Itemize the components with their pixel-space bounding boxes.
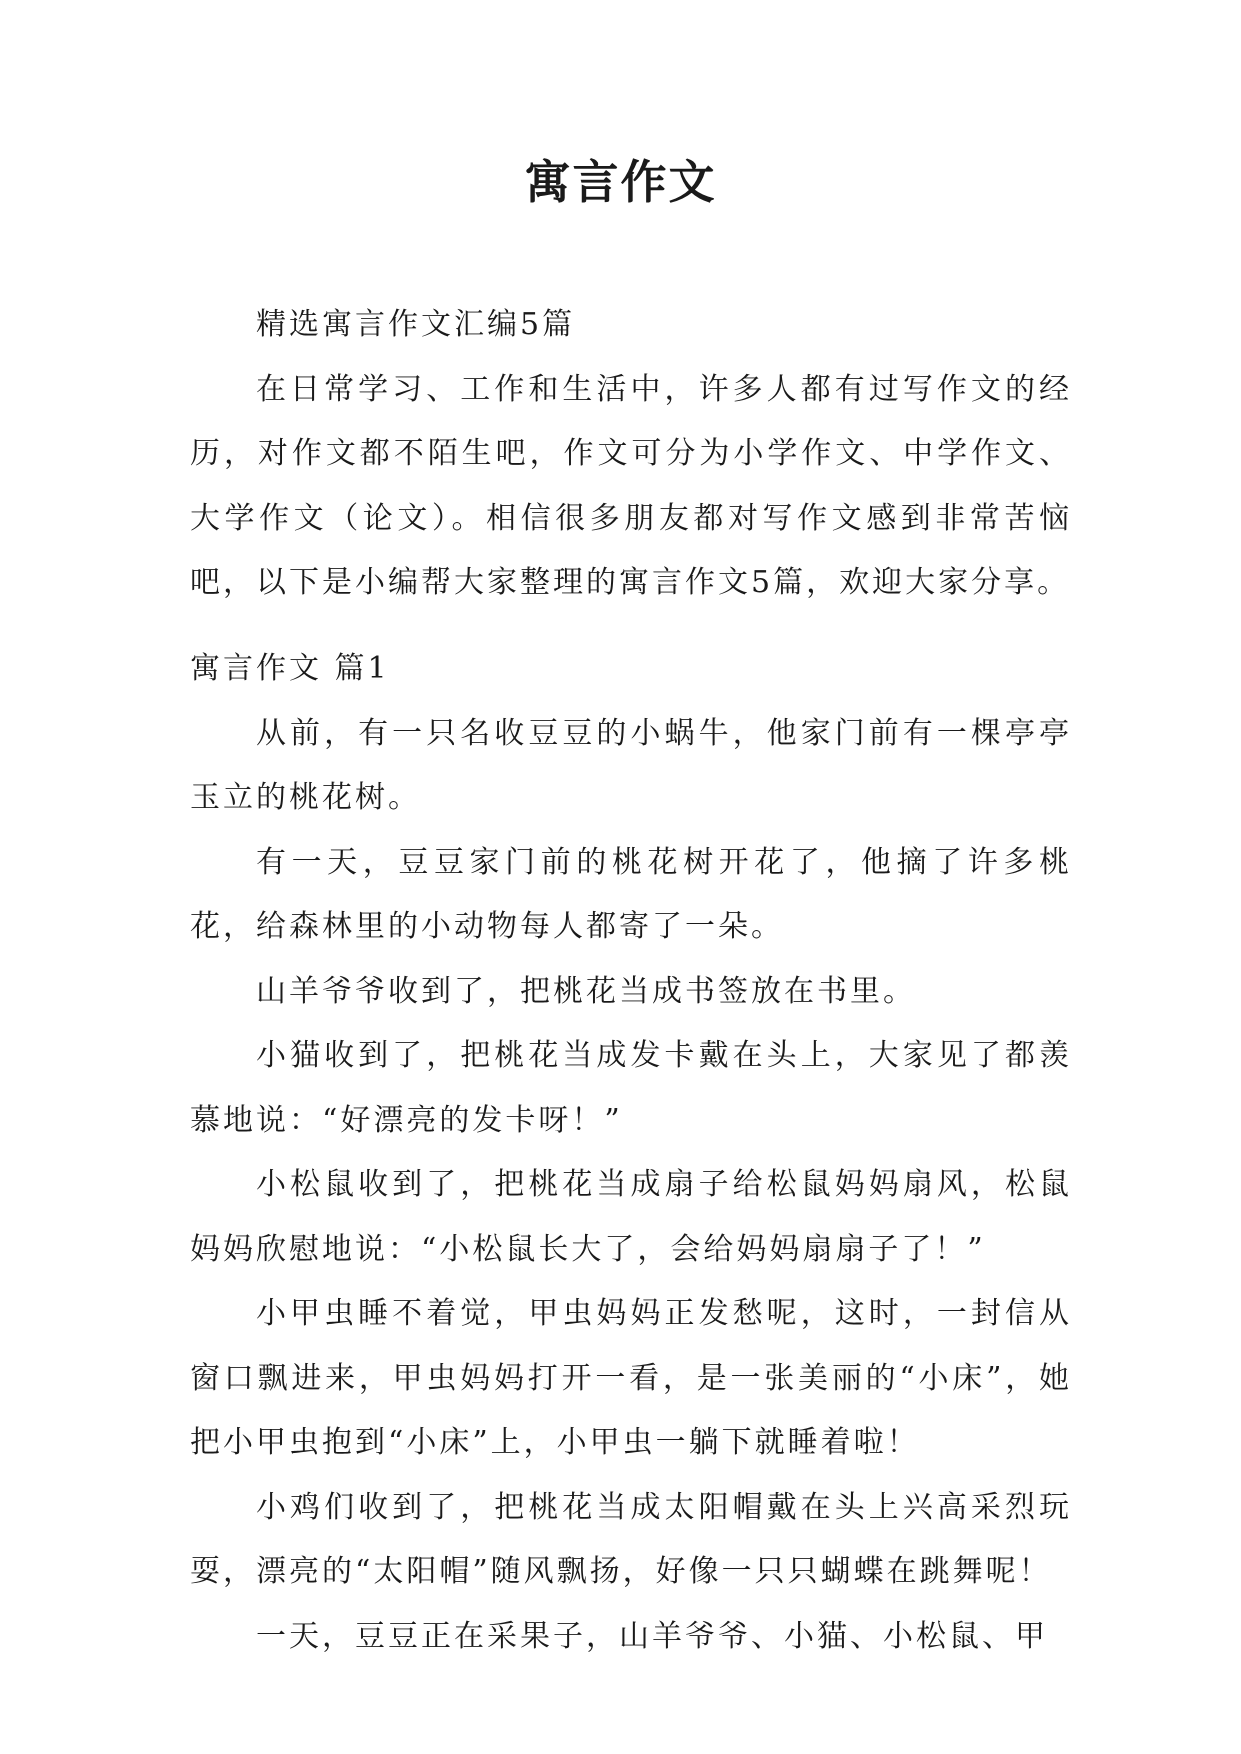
paragraph: 有一天，豆豆家门前的桃花树开花了，他摘了许多桃花，给森林里的小动物每人都寄了一朵。	[190, 844, 1072, 944]
intro-block	[190, 293, 1072, 616]
paragraph: 小甲虫睡不着觉，甲虫妈妈正发愁呢，这时，一封信从窗口飘进来，甲虫妈妈打开一看，是一张美丽的“小床”，她把小甲虫抱到“小床”上，小甲虫一躺下就睡着啦！	[190, 1296, 1072, 1460]
intro-paragraph: 在日常学习、工作和生活中，许多人都有过写作文的经历，对作文都不陌生吧，作文可分为小学作文、中学作文、大学作文（论文）。相信很多朋友都对写作文感到非常苦恼吧，以下是小编帮大家整理的寓言作文5篇，欢迎大家分享。	[190, 371, 1072, 600]
paragraph: 一天，豆豆正在采果子，山羊爷爷、小猫、小松鼠、甲	[256, 1618, 1048, 1654]
paragraph: 小猫收到了，把桃花当成发卡戴在头上，大家见了都羡慕地说：“好漂亮的发卡呀！”	[190, 1038, 1072, 1138]
paragraph: 小松鼠收到了，把桃花当成扇子给松鼠妈妈扇风，松鼠妈妈欣慰地说：“小松鼠长大了，会给妈妈扇扇子了！”	[190, 1167, 1072, 1267]
paragraph: 从前，有一只名收豆豆的小蜗牛，他家门前有一棵亭亭玉立的桃花树。	[190, 715, 1072, 815]
paragraph: 小鸡们收到了，把桃花当成太阳帽戴在头上兴高采烈玩耍，漂亮的“太阳帽”随风飘扬，好像一只只蝴蝶在跳舞呢！	[190, 1489, 1072, 1589]
section-1	[190, 637, 1072, 1669]
paragraph: 山羊爷爷收到了，把桃花当成书签放在书里。	[256, 973, 916, 1009]
intro-subtitle: 精选寓言作文汇编5篇	[256, 307, 576, 342]
section-heading: 寓言作文 篇1	[190, 651, 390, 686]
page-title: 寓言作文	[524, 155, 717, 209]
